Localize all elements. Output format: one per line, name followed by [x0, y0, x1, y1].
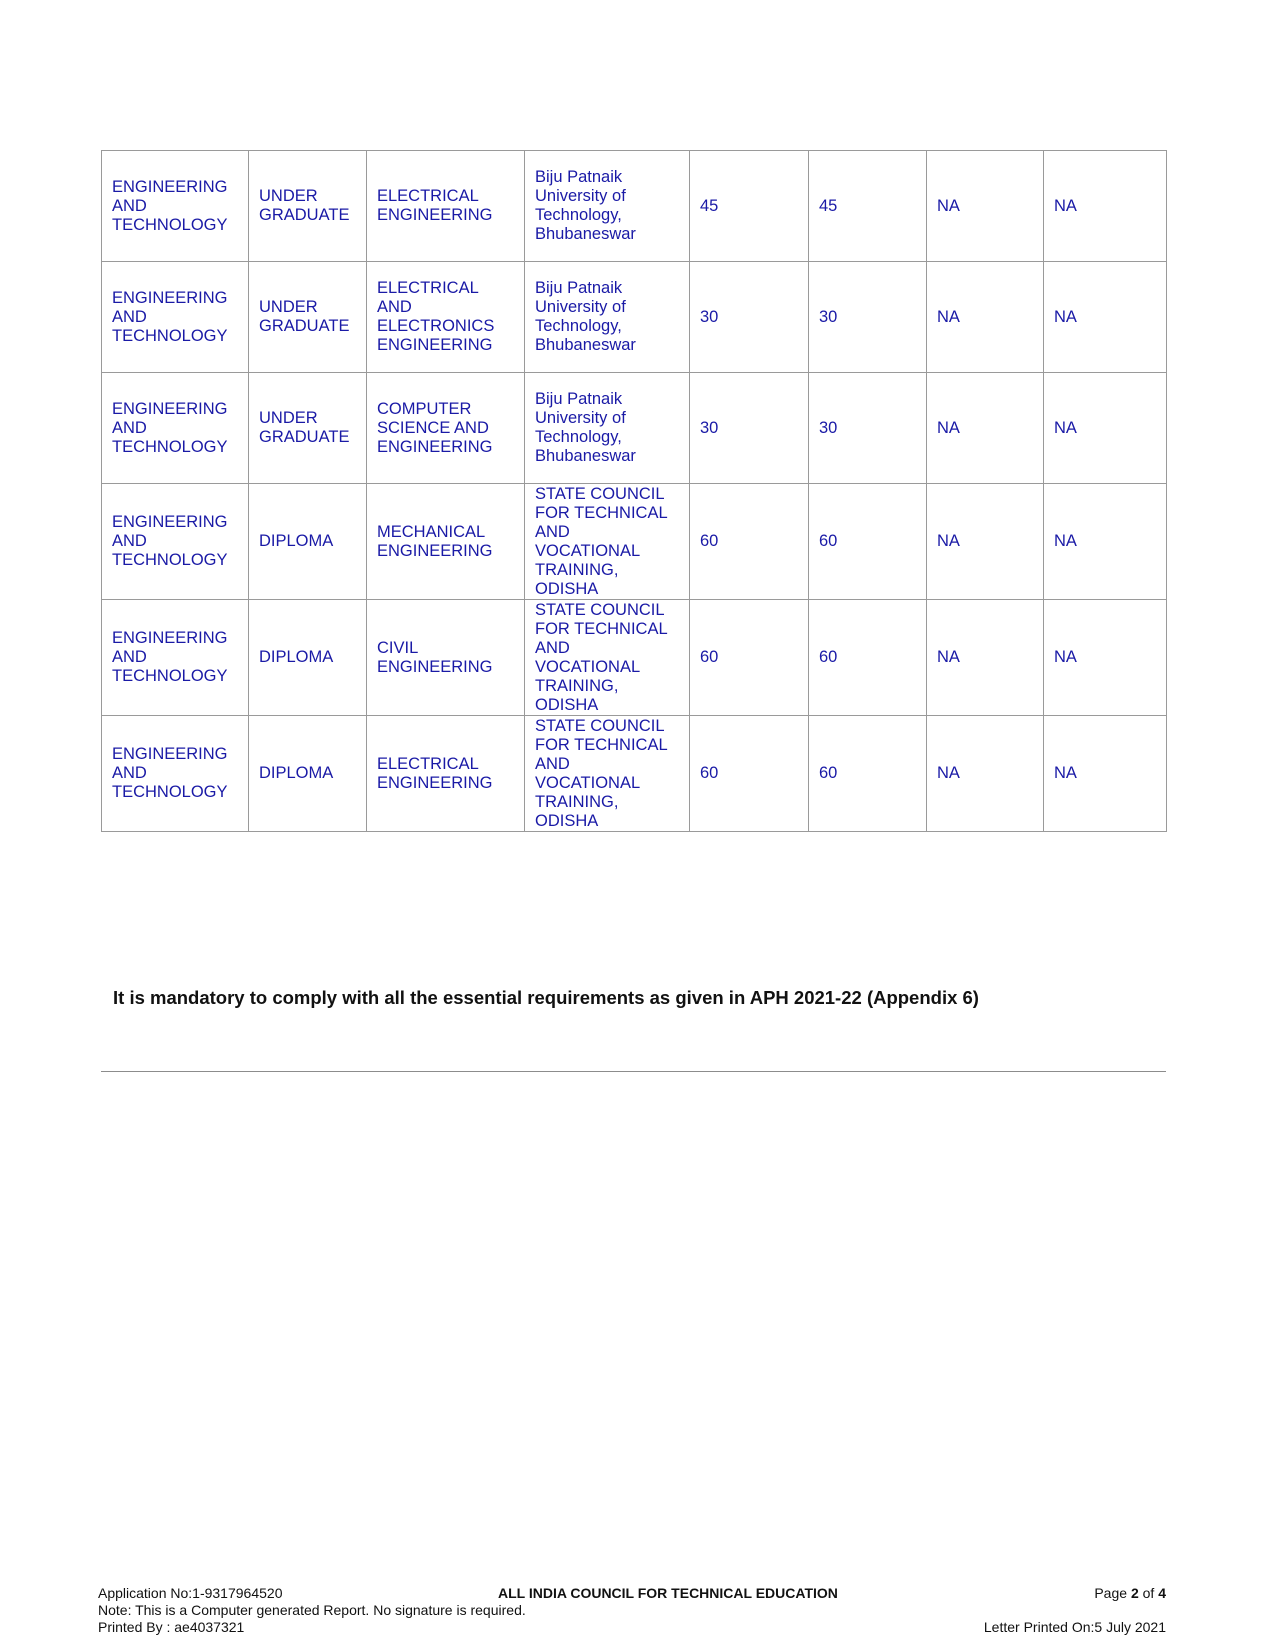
- table-row: [102, 484, 1167, 600]
- level-cell: DIPLOMA: [249, 600, 367, 716]
- intake-approved-cell: 30: [809, 373, 927, 484]
- intake-applied-cell: 60: [690, 600, 809, 716]
- page-of: of: [1138, 1585, 1159, 1601]
- level-cell: UNDER GRADUATE: [249, 373, 367, 484]
- affiliating-body-cell: STATE COUNCIL FOR TECHNICAL AND VOCATIONAL TRAINING, ODISHA: [525, 716, 690, 832]
- intake-approved-cell: 60: [809, 600, 927, 716]
- intake-approved-cell: 30: [809, 262, 927, 373]
- report-note: Note: This is a Computer generated Report. No signature is required.: [98, 1602, 526, 1618]
- nri-cell: NA: [927, 600, 1044, 716]
- intake-approved-cell: 45: [809, 151, 927, 262]
- application-number: Application No:1-9317964520: [98, 1585, 283, 1601]
- table-row: [102, 373, 1167, 484]
- table-row: [102, 600, 1167, 716]
- affiliating-body-cell: STATE COUNCIL FOR TECHNICAL AND VOCATIONAL TRAINING, ODISHA: [525, 600, 690, 716]
- intake-applied-cell: 30: [690, 373, 809, 484]
- discipline-cell: ENGINEERING AND TECHNOLOGY: [102, 600, 249, 716]
- course-cell: COMPUTER SCIENCE AND ENGINEERING: [367, 373, 525, 484]
- affiliating-body-cell: Biju Patnaik University of Technology, Bhubaneswar: [525, 373, 690, 484]
- page-total: 4: [1158, 1585, 1166, 1601]
- page-word: Page: [1094, 1585, 1131, 1601]
- course-cell: ELECTRICAL ENGINEERING: [367, 716, 525, 832]
- nri-cell: NA: [927, 373, 1044, 484]
- intake-applied-cell: 60: [690, 484, 809, 600]
- printed-on: Letter Printed On:5 July 2021: [983, 1619, 1166, 1635]
- pio-cell: NA: [1044, 484, 1167, 600]
- printed-by: Printed By : ae4037321: [98, 1619, 245, 1635]
- pio-cell: NA: [1044, 716, 1167, 832]
- compliance-notice: It is mandatory to comply with all the essential requirements as given in APH 2021-22 (Appendix 6): [113, 987, 979, 1008]
- page-indicator: [1094, 1585, 1166, 1602]
- course-cell: ELECTRICAL AND ELECTRONICS ENGINEERING: [367, 262, 525, 373]
- pio-cell: NA: [1044, 373, 1167, 484]
- course-cell: ELECTRICAL ENGINEERING: [367, 151, 525, 262]
- affiliating-body-cell: Biju Patnaik University of Technology, Bhubaneswar: [525, 151, 690, 262]
- table-row: [102, 262, 1167, 373]
- pio-cell: NA: [1044, 262, 1167, 373]
- level-cell: UNDER GRADUATE: [249, 151, 367, 262]
- discipline-cell: ENGINEERING AND TECHNOLOGY: [102, 484, 249, 600]
- nri-cell: NA: [927, 151, 1044, 262]
- courses-table: [101, 150, 1167, 832]
- page-current: 2: [1130, 1585, 1139, 1601]
- level-cell: UNDER GRADUATE: [249, 262, 367, 373]
- pio-cell: NA: [1044, 600, 1167, 716]
- discipline-cell: ENGINEERING AND TECHNOLOGY: [102, 262, 249, 373]
- horizontal-divider: [101, 1071, 1166, 1072]
- discipline-cell: ENGINEERING AND TECHNOLOGY: [102, 151, 249, 262]
- course-cell: MECHANICAL ENGINEERING: [367, 484, 525, 600]
- affiliating-body-cell: STATE COUNCIL FOR TECHNICAL AND VOCATIONAL TRAINING, ODISHA: [525, 484, 690, 600]
- table-row: [102, 716, 1167, 832]
- intake-applied-cell: 30: [690, 262, 809, 373]
- affiliating-body-cell: Biju Patnaik University of Technology, Bhubaneswar: [525, 262, 690, 373]
- intake-applied-cell: 45: [690, 151, 809, 262]
- discipline-cell: ENGINEERING AND TECHNOLOGY: [102, 716, 249, 832]
- intake-approved-cell: 60: [809, 484, 927, 600]
- level-cell: DIPLOMA: [249, 484, 367, 600]
- nri-cell: NA: [927, 484, 1044, 600]
- intake-approved-cell: 60: [809, 716, 927, 832]
- page-footer: [98, 1585, 1166, 1641]
- course-cell: CIVIL ENGINEERING: [367, 600, 525, 716]
- discipline-cell: ENGINEERING AND TECHNOLOGY: [102, 373, 249, 484]
- pio-cell: NA: [1044, 151, 1167, 262]
- nri-cell: NA: [927, 262, 1044, 373]
- intake-applied-cell: 60: [690, 716, 809, 832]
- organization-name: ALL INDIA COUNCIL FOR TECHNICAL EDUCATION: [498, 1585, 838, 1601]
- level-cell: DIPLOMA: [249, 716, 367, 832]
- table-row: [102, 151, 1167, 262]
- nri-cell: NA: [927, 716, 1044, 832]
